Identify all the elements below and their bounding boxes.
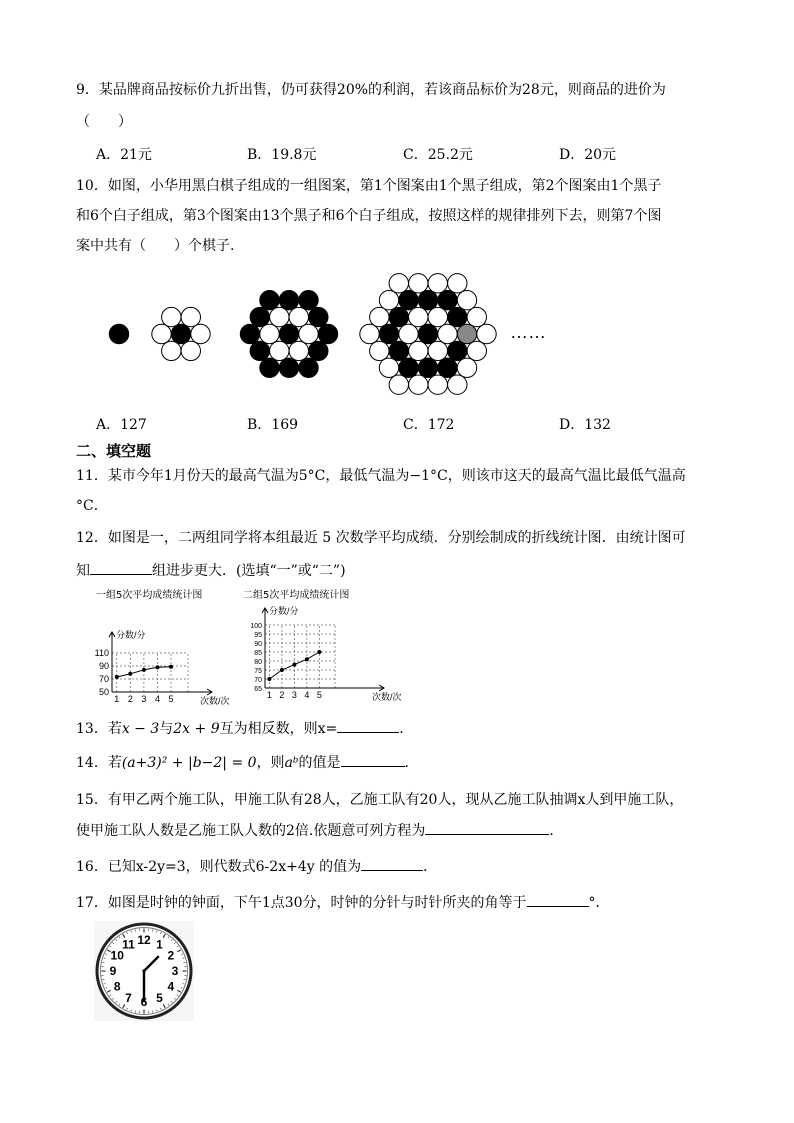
y-axis-label: 分数/分 [116,630,146,640]
white-stone [289,341,308,360]
black-stone [109,324,128,343]
white-stone [457,358,476,377]
q13 [76,718,404,739]
white-stone [409,375,428,394]
x-tick-label: 1 [266,690,272,700]
q15-text: 使甲施工队人数是乙施工队人数的2倍.依题意可列方程为 [76,823,426,839]
white-stone [260,324,279,343]
q13-mid: 与 [159,721,174,737]
black-stone [260,291,279,310]
y-tick-label: 65 [254,686,262,693]
white-stone [270,341,289,360]
q14-power: aᵇ [284,755,299,771]
black-stone [418,324,437,343]
black-stone [418,291,437,310]
white-stone [477,324,496,343]
pattern-4 [360,274,496,395]
q9-line2: （ ） [76,114,132,130]
white-stone [191,324,210,343]
q17-answer-blank[interactable] [527,892,589,907]
white-stone [379,291,398,310]
pattern-2 [152,307,210,360]
q9-option-c: C．25.2元 [403,147,473,163]
black-stone [260,358,279,377]
y-tick-label: 90 [254,641,262,648]
data-point [317,650,321,654]
q16-end: ． [423,859,438,875]
q16-text: 16．已知x-2y=3，则代数式6-2x+4y 的值为 [76,859,362,875]
q13-end: . [399,721,404,737]
q14 [76,752,419,773]
clock-number: 6 [140,995,148,1010]
white-stone [428,375,447,394]
clock-number: 7 [125,991,132,1005]
white-stone [409,341,428,360]
white-stone [448,375,467,394]
data-point [142,668,146,672]
q14-answer-blank[interactable] [341,752,405,767]
y-tick-label: 90 [98,661,109,671]
q17-end: °． [588,895,610,911]
q9-option-d: D．20元 [559,147,617,163]
black-stone [171,324,190,343]
data-point [305,657,309,661]
y-tick-label: 100 [250,623,262,630]
q10-option-d: D．132 [559,417,611,433]
y-tick-label: 95 [254,632,262,639]
pattern-1 [109,324,128,343]
q13-prefix: 13．若 [76,721,122,737]
white-stone [389,375,408,394]
x-tick-label: 3 [141,694,147,704]
y-tick-label: 110 [94,648,109,658]
data-point [156,665,160,669]
clock-number: 2 [167,948,175,963]
q15-answer-blank[interactable] [425,820,549,835]
q10-line2: 和6个白子组成，第3个图案由13个黑子和6个白子组成，按照这样的规律排列下去，则第7个图 [76,208,662,224]
data-point [292,663,296,667]
y-tick-label: 85 [254,650,262,657]
pattern-3 [240,291,337,378]
clock-number: 9 [109,964,117,979]
white-stone [409,274,428,293]
black-stone [448,341,467,360]
q15-line2 [76,820,554,841]
x-axis-label: 次数/次 [372,692,402,702]
x-tick-label: 1 [114,694,120,704]
black-stone [399,358,418,377]
black-stone [299,291,318,310]
black-stone [309,341,328,360]
q12-suffix: 组进步更大．(选填“一”或“二”) [152,563,346,579]
q12-prefix: 知 [76,563,90,579]
black-stone [279,291,298,310]
q14-prefix: 14．若 [76,755,122,771]
y-tick-label: 70 [98,674,109,684]
clock-face [94,921,194,1021]
q10-option-a: A．127 [96,417,147,433]
white-stone [409,307,428,326]
black-stone [438,291,457,310]
black-stone [279,324,298,343]
clock-number: 1 [156,937,163,952]
q10-line3: 案中共有（ ）个棋子. [76,238,235,254]
clock-number: 5 [156,991,163,1005]
line-charts [90,600,402,710]
x-axis-label: 次数/次 [200,696,230,706]
data-point [267,677,271,681]
white-stone [360,324,379,343]
q14-end: ． [404,755,419,771]
clock-number: 4 [167,979,175,994]
black-stone [399,291,418,310]
q13-expr2: 2x + 9 [173,721,220,737]
q13-suffix: 互为相反数，则x= [219,721,338,737]
white-stone [181,307,200,326]
q11-line2: °C． [76,498,108,514]
x-tick-label: 5 [316,690,322,700]
white-stone [428,307,447,326]
clock-number: 3 [171,964,179,979]
white-stone [299,324,318,343]
data-point [128,672,132,676]
white-stone [467,341,486,360]
q10-option-b: B．169 [247,417,299,433]
white-stone [152,324,171,343]
white-stone [162,307,181,326]
white-stone [181,341,200,360]
white-stone [270,307,289,326]
white-stone [467,307,486,326]
y-tick-label: 50 [98,687,109,697]
x-tick-label: 4 [304,690,310,700]
continuation-dots: …… [510,322,546,342]
q14-mid: ，则 [256,755,285,771]
q12-answer-blank[interactable] [90,560,152,575]
q17-text: 17．如图是时钟的钟面，下午1点30分，时钟的分针与时针所夹的角等于 [76,895,527,911]
white-stone [289,307,308,326]
white-stone [379,358,398,377]
black-stone [438,358,457,377]
white-stone [428,274,447,293]
q12-line1: 12．如图是一，二两组同学将本组最近 5 次数学平均成绩．分别绘制成的折线统计图．由统计图可 [76,530,686,546]
black-stone [250,341,269,360]
chess-pattern-figure [95,262,575,407]
q17 [76,892,610,913]
data-point [115,675,119,679]
white-stone [370,341,389,360]
white-stone [389,274,408,293]
black-stone [240,324,259,343]
black-stone [457,324,476,343]
y-tick-label: 75 [254,668,262,675]
y-tick-label: 70 [254,677,262,684]
x-tick-label: 2 [279,690,285,700]
x-tick-label: 3 [291,690,297,700]
data-point [280,668,284,672]
white-stone [428,341,447,360]
q13-expr1: x − 3 [121,721,160,737]
q12-line2 [76,560,346,581]
black-stone [318,324,337,343]
y-tick-label: 80 [254,659,262,666]
q9-option-a: A．21元 [96,147,152,163]
clock-number: 11 [122,937,135,952]
y-axis-label: 分数/分 [269,606,299,616]
q10-line1: 10．如图，小华用黑白棋子组成的一组图案，第1个图案由1个黑子组成，第2个图案由1个黑子 [76,178,662,194]
q10-option-c: C．172 [403,417,455,433]
clock-number: 12 [137,933,151,948]
black-stone [299,358,318,377]
black-stone [379,324,398,343]
x-tick-label: 2 [127,694,133,704]
section-title: 二、填空题 [76,442,152,460]
x-tick-label: 4 [154,694,160,704]
q15-end: . [549,823,554,839]
white-stone [448,274,467,293]
q14-suffix: 的值是 [298,755,341,771]
q9-line1: 9．某品牌商品按标价九折出售，仍可获得20%的利润，若该商品标价为28元，则商品的进价为 [76,82,666,98]
clock-number: 8 [113,979,121,994]
q14-expr: (a+3)² + |b−2| = 0 [121,755,257,771]
chart-group-2 [250,605,401,702]
black-stone [418,358,437,377]
black-stone [279,358,298,377]
q13-answer-blank[interactable] [337,718,399,733]
black-stone [389,307,408,326]
black-stone [250,307,269,326]
white-stone [162,341,181,360]
x-tick-label: 5 [168,694,174,704]
chart2-title: 二组5次平均成绩统计图 [243,590,350,601]
black-stone [309,307,328,326]
q15-line1: 15．有甲乙两个施工队，甲施工队有28人，乙施工队有20人，现从乙施工队抽调x人到甲施工队， [76,792,684,808]
black-stone [389,341,408,360]
white-stone [438,324,457,343]
q9-option-b: B．19.8元 [247,147,317,163]
data-point [169,665,173,669]
clock-center [142,969,145,972]
white-stone [370,307,389,326]
clock-number: 10 [110,948,124,963]
q11-line1: 11．某市今年1月份天的最高气温为5°C，最低气温为−1°C，则该市这天的最高气温比最低气温高 [76,468,686,484]
white-stone [399,324,418,343]
chart1-title: 一组5次平均成绩统计图 [96,590,203,601]
black-stone [448,307,467,326]
white-stone [457,291,476,310]
chart-group-1 [95,629,230,706]
q16 [76,856,437,877]
q16-answer-blank[interactable] [361,856,423,871]
